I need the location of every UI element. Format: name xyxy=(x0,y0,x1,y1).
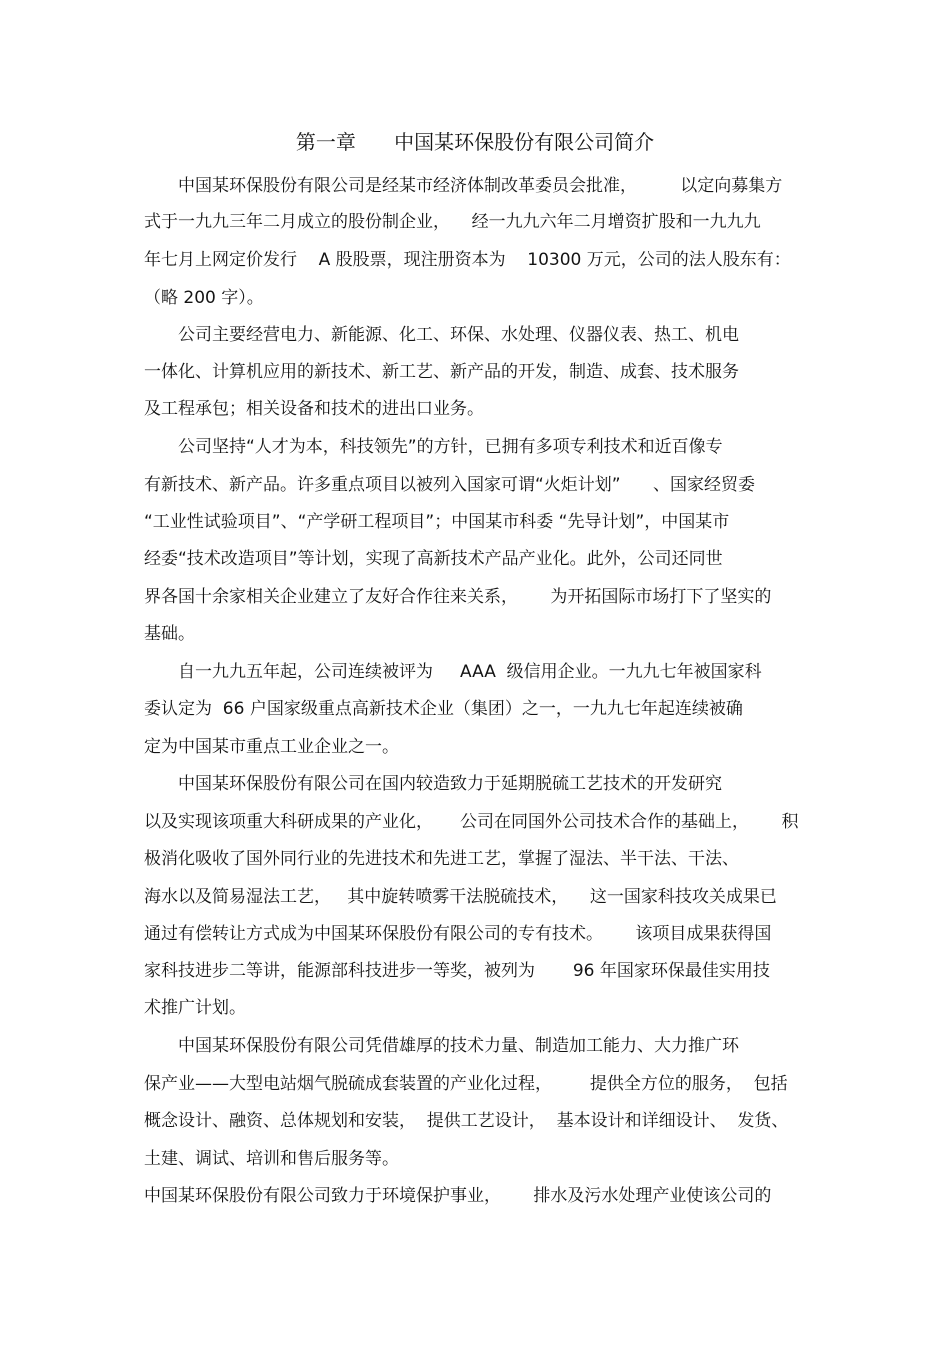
text-line: 公司坚持“人才为本，科技领先”的方针，已拥有多项专利技术和近百像专 xyxy=(178,437,723,457)
text-line: 中国某环保股份有限公司在国内较造致力于延期脱硫工艺技术的开发研究 xyxy=(178,774,722,794)
text-line: 基础。 xyxy=(144,624,195,644)
text-line: 公司主要经营电力、新能源、化工、环保、水处理、仪器仪表、热工、机电 xyxy=(178,325,739,345)
text-line: 以及实现该项重大科研成果的产业化， 公司在同国外公司技术合作的基础上， 积 xyxy=(144,812,799,832)
text-line: 保产业——大型电站烟气脱硫成套装置的产业化过程， 提供全方位的服务， 包括 xyxy=(144,1074,788,1094)
text-line: 自一九九五年起，公司连续被评为 AAA 级信用企业。一九九七年被国家科 xyxy=(178,662,762,682)
text-line: 式于一九九三年二月成立的股份制企业， 经一九九六年二月增资扩股和一九九九 xyxy=(144,212,761,232)
text-line: 家科技进步二等讲，能源部科技进步一等奖，被列为 96 年国家环保最佳实用技 xyxy=(144,961,770,981)
text-line: 中国某环保股份有限公司是经某市经济体制改革委员会批准， 以定向募集方 xyxy=(178,176,783,196)
text-line: 中国某环保股份有限公司凭借雄厚的技术力量、制造加工能力、大力推广环 xyxy=(178,1036,739,1056)
text-line: 土建、调试、培训和售后服务等。 xyxy=(144,1149,399,1169)
text-line: 海水以及简易湿法工艺， 其中旋转喷雾干法脱硫技术， 这一国家科技攻关成果已 xyxy=(144,887,777,907)
text-line: “工业性试验项目”、“产学研工程项目”；中国某市科委 “先导计划”，中国某市 xyxy=(144,512,730,532)
text-line: 有新技术、新产品。许多重点项目以被列入国家可谓“火炬计划” 、国家经贸委 xyxy=(144,475,756,495)
text-line: 经委“技术改造项目”等计划，实现了高新技术产品产业化。此外，公司还同世 xyxy=(144,549,723,569)
chapter-title: 第一章 中国某环保股份有限公司简介 xyxy=(295,130,655,154)
text-line: 年七月上网定价发行 A 股股票，现注册资本为 10300 万元，公司的法人股东有： xyxy=(144,250,791,270)
text-line: 概念设计、融资、总体规划和安装， 提供工艺设计， 基本设计和详细设计、 发货、 xyxy=(144,1111,789,1131)
text-line: 术推广计划。 xyxy=(144,998,246,1018)
text-line: 委认定为 66 户国家级重点高新技术企业（集团）之一，一九九七年起连续被确 xyxy=(144,699,743,719)
text-line: 界各国十余家相关企业建立了友好合作往来关系， 为开拓国际市场打下了坚实的 xyxy=(144,587,772,607)
text-line: 通过有偿转让方式成为中国某环保股份有限公司的专有技术。 该项目成果获得国 xyxy=(144,924,772,944)
text-line: 极消化吸收了国外同行业的先进技术和先进工艺，掌握了湿法、半干法、干法、 xyxy=(144,849,739,869)
text-line: 定为中国某市重点工业企业之一。 xyxy=(144,737,399,757)
text-line: （略 200 字）。 xyxy=(144,288,264,308)
text-line: 一体化、计算机应用的新技术、新工艺、新产品的开发，制造、成套、技术服务 xyxy=(144,362,739,382)
text-line: 中国某环保股份有限公司致力于环境保护事业， 排水及污水处理产业使该公司的 xyxy=(144,1186,772,1206)
text-line: 及工程承包；相关设备和技术的进出口业务。 xyxy=(144,399,484,419)
